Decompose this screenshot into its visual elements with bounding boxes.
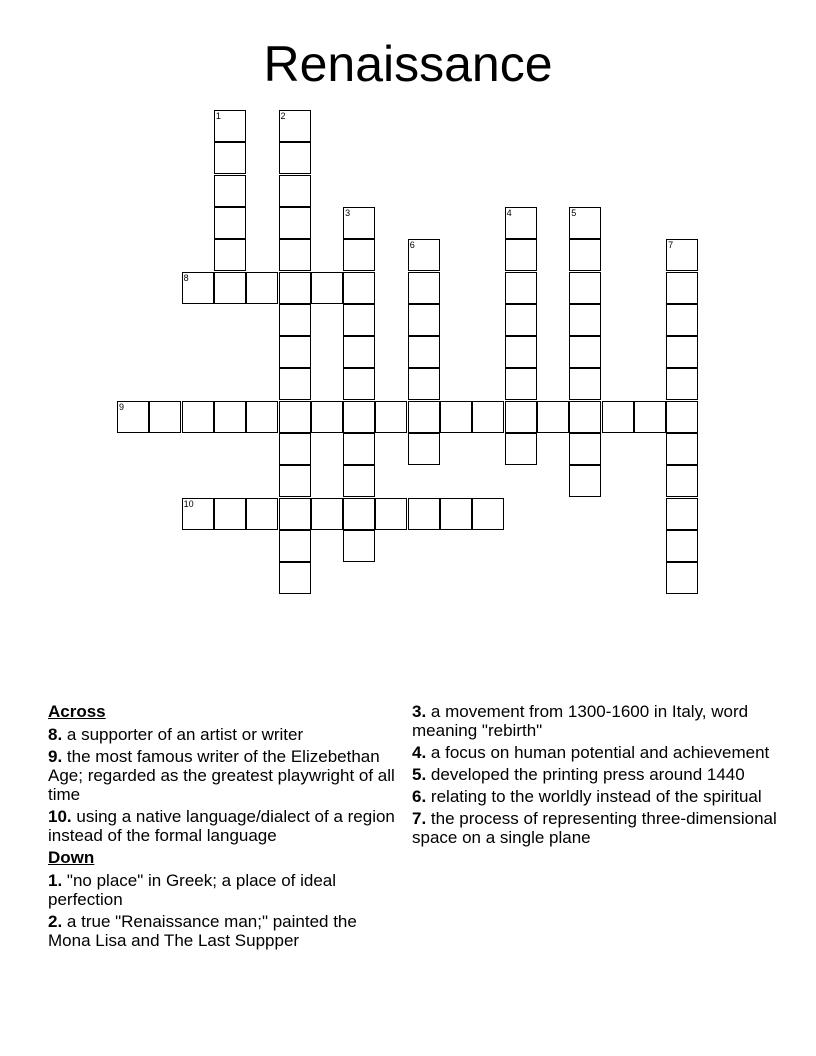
grid-cell[interactable] (279, 142, 311, 174)
grid-cell[interactable] (666, 433, 698, 465)
grid-cell[interactable] (569, 401, 601, 433)
grid-cell[interactable] (279, 498, 311, 530)
grid-cell[interactable] (440, 498, 472, 530)
grid-cell[interactable] (505, 207, 537, 239)
grid-cell[interactable] (311, 272, 343, 304)
clue-number: 8. (48, 725, 63, 744)
grid-cell[interactable] (408, 498, 440, 530)
clue-number-label: 4 (506, 207, 512, 218)
grid-cell[interactable] (343, 239, 375, 271)
grid-cell[interactable] (440, 401, 472, 433)
grid-cell[interactable] (279, 336, 311, 368)
grid-cell[interactable] (182, 498, 214, 530)
grid-cell[interactable] (214, 498, 246, 530)
grid-cell[interactable] (505, 272, 537, 304)
grid-cell[interactable] (246, 498, 278, 530)
clue-down-7 (412, 809, 782, 847)
grid-cell[interactable] (666, 304, 698, 336)
grid-cell[interactable] (375, 401, 407, 433)
clue-text: developed the printing press around 1440 (430, 765, 745, 784)
grid-cell[interactable] (214, 175, 246, 207)
grid-cell[interactable] (666, 562, 698, 594)
clue-number: 6. (412, 787, 427, 806)
grid-cell[interactable] (408, 272, 440, 304)
clue-number: 9. (48, 747, 63, 766)
grid-cell[interactable] (214, 207, 246, 239)
clue-down-1 (48, 871, 403, 909)
clue-across-8 (48, 725, 403, 744)
grid-cell[interactable] (117, 401, 149, 433)
clue-number-label: 3 (345, 207, 351, 218)
grid-cell[interactable] (279, 304, 311, 336)
grid-cell[interactable] (505, 368, 537, 400)
grid-cell[interactable] (666, 336, 698, 368)
grid-cell[interactable] (408, 401, 440, 433)
grid-cell[interactable] (343, 304, 375, 336)
grid-cell[interactable] (279, 401, 311, 433)
grid-cell[interactable] (343, 498, 375, 530)
clue-down-5 (412, 765, 782, 784)
grid-cell[interactable] (343, 433, 375, 465)
grid-cell[interactable] (505, 401, 537, 433)
clue-across-10 (48, 807, 403, 845)
clues-right-column (412, 702, 782, 850)
grid-cell[interactable] (505, 304, 537, 336)
grid-cell[interactable] (182, 272, 214, 304)
grid-cell[interactable] (666, 465, 698, 497)
clues-left-column (48, 702, 403, 953)
grid-cell[interactable] (182, 401, 214, 433)
grid-cell[interactable] (472, 498, 504, 530)
clue-number-label: 1 (215, 111, 221, 121)
grid-cell[interactable] (569, 304, 601, 336)
grid-cell[interactable] (343, 207, 375, 239)
clue-number-label: 9 (119, 401, 125, 412)
grid-cell[interactable] (214, 110, 246, 142)
grid-cell[interactable] (214, 142, 246, 174)
grid-cell[interactable] (343, 530, 375, 562)
clue-number: 10. (48, 807, 72, 826)
grid-cell[interactable] (666, 401, 698, 433)
grid-cell[interactable] (569, 272, 601, 304)
clue-text: "no place" in Greek; a place of ideal perfection (48, 871, 337, 909)
grid-cell[interactable] (569, 368, 601, 400)
grid-cell[interactable] (505, 239, 537, 271)
grid-cell[interactable] (343, 401, 375, 433)
grid-cell[interactable] (408, 368, 440, 400)
grid-cell[interactable] (279, 433, 311, 465)
grid-cell[interactable] (666, 530, 698, 562)
grid-cell[interactable] (343, 336, 375, 368)
clue-down-6 (412, 787, 782, 806)
puzzle-title: Renaissance (263, 36, 553, 92)
grid-cell[interactable] (569, 207, 601, 239)
grid-cell[interactable] (279, 110, 311, 142)
grid-cell[interactable] (343, 272, 375, 304)
clue-text: a movement from 1300-1600 in Italy, word meaning "rebirth" (412, 702, 749, 740)
grid-cell[interactable] (279, 368, 311, 400)
clue-text: a true "Renaissance man;" painted the Mona Lisa and The Last Suppper (48, 912, 357, 950)
clue-number: 4. (412, 743, 427, 762)
grid-cell[interactable] (279, 272, 311, 304)
grid-cell[interactable] (279, 207, 311, 239)
clue-text: the process of representing three-dimensional space on a single plane (412, 809, 777, 847)
clue-number-label: 7 (668, 240, 674, 251)
grid-cell[interactable] (214, 239, 246, 271)
clue-number-label: 5 (571, 207, 577, 218)
grid-cell[interactable] (666, 272, 698, 304)
grid-cell[interactable] (666, 498, 698, 530)
clue-down-4 (412, 743, 782, 762)
grid-cell[interactable] (602, 401, 634, 433)
clue-text: using a native language/dialect of a region instead of the formal language (48, 807, 395, 845)
grid-cell[interactable] (279, 465, 311, 497)
clue-down-3 (412, 702, 782, 740)
clue-number-label: 6 (409, 240, 415, 251)
grid-cell[interactable] (569, 239, 601, 271)
grid-cell[interactable] (311, 498, 343, 530)
across-heading: Across (48, 702, 106, 721)
grid-cell[interactable] (214, 401, 246, 433)
grid-cell[interactable] (279, 562, 311, 594)
grid-cell[interactable] (279, 175, 311, 207)
clue-number-label: 2 (280, 111, 286, 121)
grid-cell[interactable] (408, 336, 440, 368)
down-heading: Down (48, 848, 95, 867)
clue-text: relating to the worldly instead of the spiritual (430, 787, 762, 806)
clue-text: a supporter of an artist or writer (66, 725, 304, 744)
grid-cell[interactable] (343, 368, 375, 400)
grid-cell[interactable] (569, 465, 601, 497)
grid-cell[interactable] (375, 498, 407, 530)
clue-down-2 (48, 912, 403, 950)
grid-cell[interactable] (408, 304, 440, 336)
clue-across-9 (48, 747, 403, 804)
grid-cell[interactable] (343, 465, 375, 497)
clue-number: 1. (48, 871, 63, 890)
clue-number-label: 8 (183, 272, 189, 283)
clue-number: 2. (48, 912, 63, 931)
clue-number: 3. (412, 702, 427, 721)
grid-cell[interactable] (666, 239, 698, 271)
grid-cell[interactable] (246, 272, 278, 304)
clue-number: 7. (412, 809, 427, 828)
grid-cell[interactable] (149, 401, 181, 433)
clue-text: a focus on human potential and achievement (430, 743, 770, 762)
grid-cell[interactable] (246, 401, 278, 433)
grid-cell[interactable] (279, 239, 311, 271)
grid-cell[interactable] (569, 336, 601, 368)
grid-cell[interactable] (214, 272, 246, 304)
grid-cell[interactable] (472, 401, 504, 433)
grid-cell[interactable] (505, 433, 537, 465)
grid-cell[interactable] (666, 368, 698, 400)
grid-cell[interactable] (408, 433, 440, 465)
clue-text: the most famous writer of the Elizebethan Age; regarded as the greatest playwright of all time (48, 747, 395, 804)
grid-cell[interactable] (505, 336, 537, 368)
grid-cell[interactable] (537, 401, 569, 433)
grid-cell[interactable] (569, 433, 601, 465)
grid-cell[interactable] (279, 530, 311, 562)
grid-cell[interactable] (634, 401, 666, 433)
grid-cell[interactable] (311, 401, 343, 433)
grid-cell[interactable] (408, 239, 440, 271)
clue-number-label: 10 (183, 498, 194, 509)
clue-number: 5. (412, 765, 427, 784)
